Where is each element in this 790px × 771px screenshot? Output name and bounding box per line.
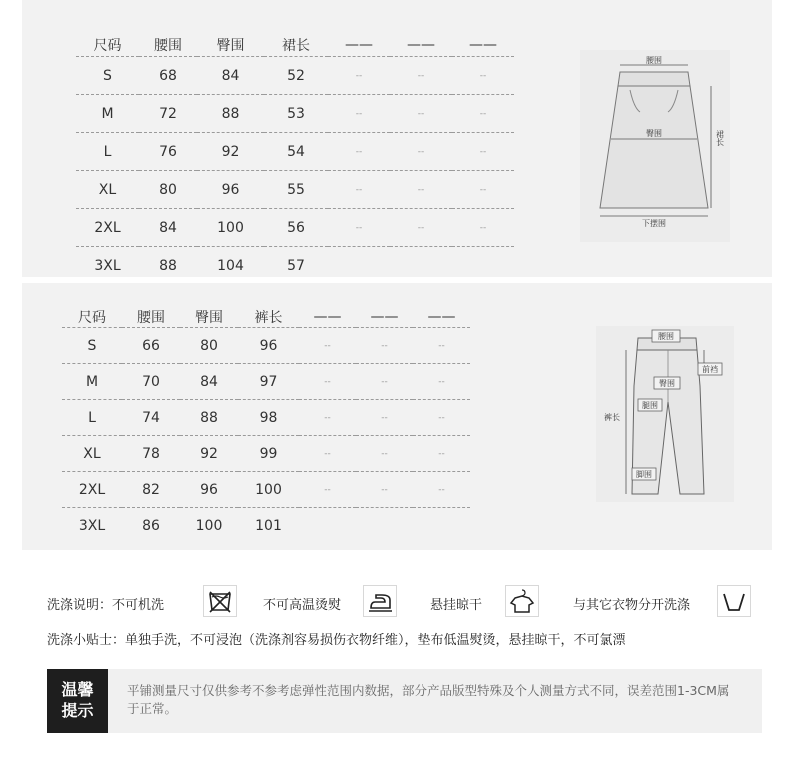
cell-size: XL (76, 171, 139, 209)
cell: 86 (122, 508, 180, 544)
header-pants-length: 裤长 (254, 309, 283, 326)
table-row (76, 247, 514, 285)
cell: -- (413, 472, 470, 508)
table-row (62, 328, 470, 364)
header-blank: —— (427, 308, 456, 325)
cell: -- (390, 171, 452, 209)
cell-size: S (62, 328, 122, 364)
cell-size: 3XL (76, 247, 139, 285)
cell: 101 (238, 508, 299, 544)
header-hip: 臀围 (216, 38, 245, 54)
table-row (76, 95, 514, 133)
cell: 80 (139, 171, 197, 209)
diagram-label-hip: 臀围 (659, 379, 675, 388)
cell: 88 (197, 95, 264, 133)
pants-size-table (62, 306, 470, 543)
pants-measurement-diagram (596, 326, 734, 502)
cell: -- (390, 209, 452, 247)
table-row (62, 364, 470, 400)
cell: -- (328, 95, 390, 133)
cell: 92 (197, 133, 264, 171)
cell: 56 (264, 209, 328, 247)
care-no-high-temp-iron-label: 不可高温烫熨 (263, 598, 342, 613)
cell: 84 (180, 364, 238, 400)
cell: 96 (197, 171, 264, 209)
cell: -- (299, 400, 356, 436)
cell: -- (390, 133, 452, 171)
cell: -- (328, 57, 390, 95)
cell-size: L (62, 400, 122, 436)
reminder-badge (47, 669, 108, 733)
header-skirt-length: 裙长 (282, 38, 310, 54)
cell: 100 (238, 472, 299, 508)
diagram-label-pants-length: 裤长 (604, 413, 620, 422)
cell: -- (452, 95, 514, 133)
table-row (62, 436, 470, 472)
diagram-label-hip: 臀围 (646, 129, 662, 138)
cell: -- (328, 209, 390, 247)
cell: 97 (238, 364, 299, 400)
header-blank: —— (345, 37, 373, 53)
cell-size: 2XL (62, 472, 122, 508)
table-row (76, 57, 514, 95)
cell: 54 (264, 133, 328, 171)
cell: -- (452, 133, 514, 171)
cell: -- (299, 472, 356, 508)
cell: 80 (180, 328, 238, 364)
cell-size: M (76, 95, 139, 133)
badge-line-1: 温馨 (61, 680, 94, 699)
cell: 96 (238, 328, 299, 364)
cell-size: 3XL (62, 508, 122, 544)
care-hang-dry-label: 悬挂晾干 (430, 598, 483, 613)
cell: 76 (139, 133, 197, 171)
cell: 88 (139, 247, 197, 285)
cell (413, 508, 470, 544)
skirt-size-table (76, 34, 514, 284)
cell: 78 (122, 436, 180, 472)
cell: 100 (197, 209, 264, 247)
diagram-label-hem: 脚围 (636, 470, 652, 479)
cell: -- (356, 472, 413, 508)
cell: -- (299, 436, 356, 472)
cell-size: L (76, 133, 139, 171)
table-header-row (76, 34, 514, 57)
cell: -- (452, 209, 514, 247)
cell: 74 (122, 400, 180, 436)
cell: -- (299, 328, 356, 364)
cell: 98 (238, 400, 299, 436)
cell: -- (356, 328, 413, 364)
cell (452, 247, 514, 285)
diagram-label-waist: 腰围 (646, 56, 662, 65)
wash-separately-icon (717, 585, 751, 617)
reminder-text: 平铺测量尺寸仅供参考不参考虑弹性范围内数据，部分产品版型特殊及个人测量方式不同，误差范围1-3CM属于正常。 (127, 683, 730, 716)
table-row (62, 508, 470, 544)
cell: -- (452, 171, 514, 209)
cell: 70 (122, 364, 180, 400)
table-row (76, 171, 514, 209)
no-machine-wash-icon (203, 585, 237, 617)
cell: 99 (238, 436, 299, 472)
cell: -- (356, 364, 413, 400)
cell: 68 (139, 57, 197, 95)
cell: 57 (264, 247, 328, 285)
cell: 52 (264, 57, 328, 95)
care-label: 洗涤说明：不可机洗 (47, 598, 165, 613)
header-blank: —— (407, 37, 435, 53)
badge-line-2: 提示 (61, 701, 94, 720)
cell: -- (356, 400, 413, 436)
care-wash-separately-label: 与其它衣物分开洗涤 (573, 598, 691, 613)
warm-reminder (47, 669, 762, 733)
cell: -- (413, 364, 470, 400)
cell: -- (413, 400, 470, 436)
header-size: 尺码 (93, 38, 122, 54)
cell: 72 (139, 95, 197, 133)
cell (299, 508, 356, 544)
cell-size: 2XL (76, 209, 139, 247)
cell (390, 247, 452, 285)
cell: -- (356, 436, 413, 472)
cell: 84 (139, 209, 197, 247)
diagram-label-skirt-length: 裙长 (715, 130, 725, 146)
header-blank: —— (469, 37, 497, 53)
cell: 92 (180, 436, 238, 472)
header-waist: 腰围 (137, 309, 165, 326)
cell: 53 (264, 95, 328, 133)
header-waist: 腰围 (154, 38, 182, 54)
cell: 55 (264, 171, 328, 209)
cell: -- (328, 133, 390, 171)
header-hip: 臀围 (195, 309, 223, 326)
cell: 96 (180, 472, 238, 508)
header-blank: —— (370, 308, 399, 325)
cell: -- (328, 171, 390, 209)
no-high-temp-iron-icon (363, 585, 397, 617)
cell (356, 508, 413, 544)
header-size: 尺码 (78, 309, 106, 326)
table-row (62, 472, 470, 508)
cell: -- (452, 57, 514, 95)
cell-size: M (62, 364, 122, 400)
cell-size: XL (62, 436, 122, 472)
skirt-measurement-diagram (580, 50, 730, 242)
cell: 66 (122, 328, 180, 364)
cell: 84 (197, 57, 264, 95)
cell: -- (299, 364, 356, 400)
cell: -- (390, 57, 452, 95)
header-blank: —— (313, 308, 342, 325)
cell: -- (390, 95, 452, 133)
table-row (76, 133, 514, 171)
cell (328, 247, 390, 285)
cell: -- (413, 328, 470, 364)
diagram-label-hem: 下摆围 (642, 219, 666, 228)
cell-size: S (76, 57, 139, 95)
cell: 100 (180, 508, 238, 544)
diagram-label-front-rise: 前裆 (702, 365, 718, 374)
cell: 82 (122, 472, 180, 508)
cell: 104 (197, 247, 264, 285)
cell: -- (413, 436, 470, 472)
diagram-label-thigh: 腿围 (642, 401, 658, 410)
table-header-row (62, 306, 470, 328)
care-instructions (47, 585, 767, 619)
hang-dry-icon (505, 585, 539, 617)
table-row (76, 209, 514, 247)
cell: 88 (180, 400, 238, 436)
washing-tip: 洗涤小贴士：单独手洗，不可浸泡（洗涤剂容易损伤衣物纤维），垫布低温熨烫，悬挂晾干，不可氯漂 (47, 633, 626, 648)
table-row (62, 400, 470, 436)
diagram-label-waist: 腰围 (658, 332, 674, 341)
